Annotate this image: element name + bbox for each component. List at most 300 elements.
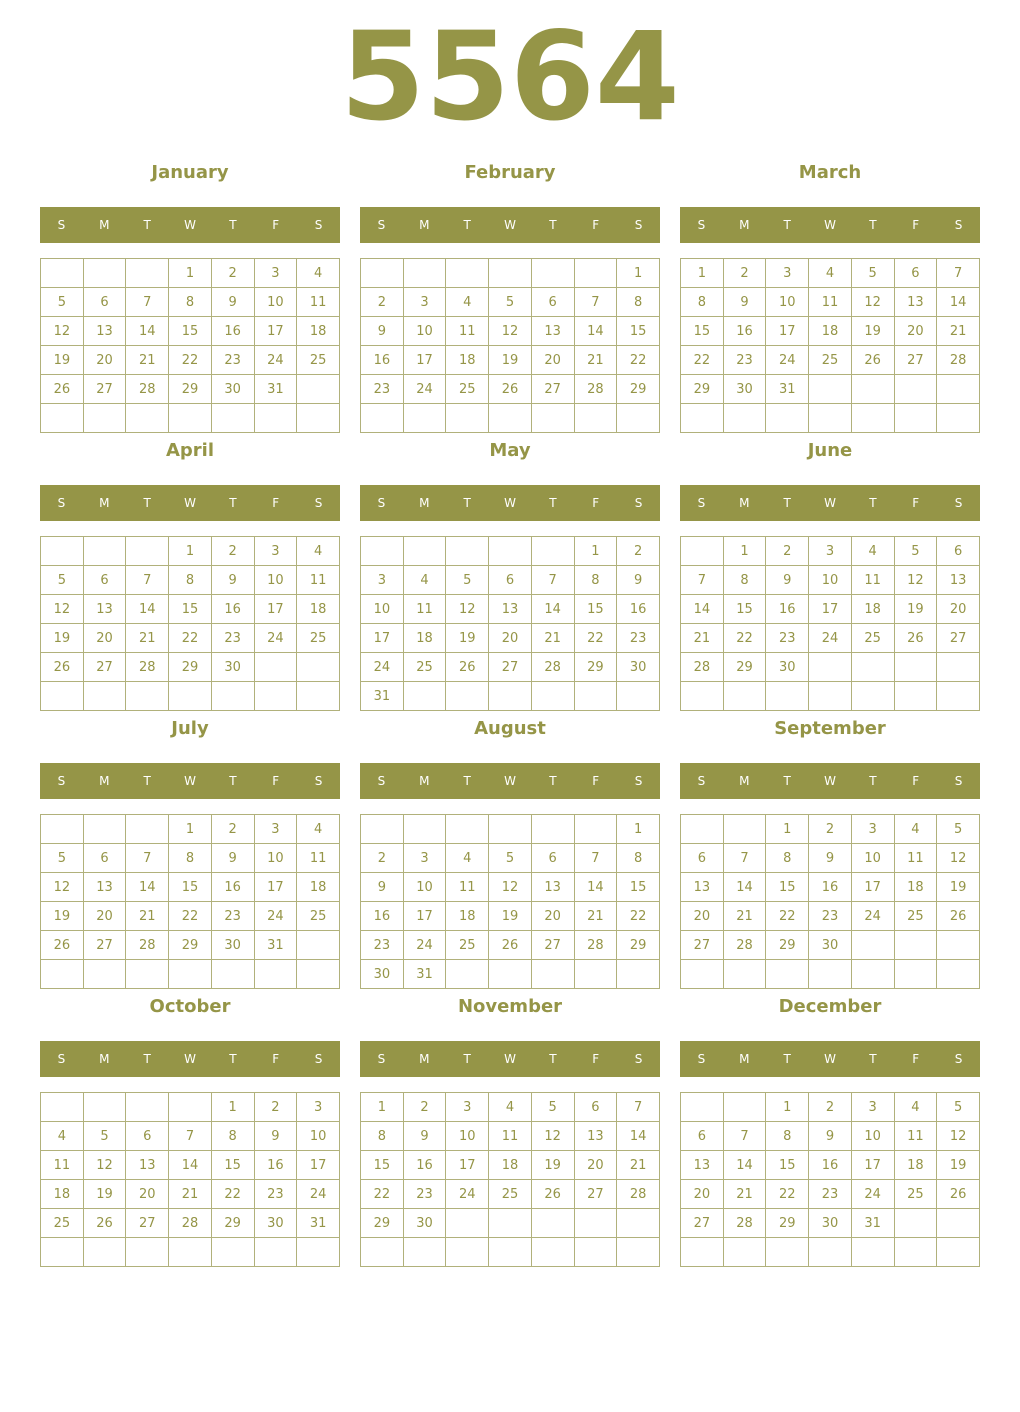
- day-cell: [41, 682, 84, 711]
- day-cell: [766, 1238, 809, 1267]
- day-cell: 27: [126, 1209, 169, 1238]
- day-cell: [169, 1093, 212, 1122]
- day-cell: [41, 404, 84, 433]
- weekday-label: F: [272, 218, 280, 232]
- day-cell: 23: [809, 1180, 852, 1209]
- week-row: [361, 1151, 660, 1180]
- day-cell: [83, 682, 126, 711]
- day-cell: 21: [574, 346, 617, 375]
- day-cell: [574, 404, 617, 433]
- month-title: May: [489, 440, 531, 461]
- day-cell: 10: [446, 1122, 489, 1151]
- day-cell: [169, 682, 212, 711]
- day-cell: 15: [681, 317, 724, 346]
- week-row: [681, 288, 980, 317]
- weekday-label: F: [272, 496, 280, 510]
- day-cell: [851, 960, 894, 989]
- day-cell: 23: [254, 1180, 297, 1209]
- day-cell: [809, 960, 852, 989]
- day-cell: [681, 815, 724, 844]
- day-cell: 3: [254, 259, 297, 288]
- day-cell: [851, 682, 894, 711]
- day-cell: 3: [297, 1093, 340, 1122]
- day-cell: [297, 960, 340, 989]
- week-row: [361, 902, 660, 931]
- day-cell: 2: [766, 537, 809, 566]
- weekday-header: [360, 763, 660, 799]
- day-cell: 1: [681, 259, 724, 288]
- day-cell: 27: [83, 653, 126, 682]
- day-cell: 30: [809, 1209, 852, 1238]
- day-cell: 10: [254, 566, 297, 595]
- week-row: [361, 653, 660, 682]
- day-cell: 6: [681, 1122, 724, 1151]
- weekday-label: W: [504, 496, 516, 510]
- day-cell: 20: [937, 595, 980, 624]
- day-cell: 11: [403, 595, 446, 624]
- week-row: [361, 873, 660, 902]
- weekday-label: S: [954, 496, 963, 510]
- day-cell: 22: [766, 902, 809, 931]
- day-cell: 26: [894, 624, 937, 653]
- week-row: [361, 566, 660, 595]
- day-cell: [809, 653, 852, 682]
- weekday-label: T: [549, 496, 557, 510]
- day-cell: 13: [681, 873, 724, 902]
- day-cell: 8: [169, 288, 212, 317]
- day-cell: 26: [446, 653, 489, 682]
- day-cell: 19: [489, 346, 532, 375]
- weekday-label: M: [99, 218, 110, 232]
- week-row: [361, 682, 660, 711]
- day-cell: 19: [531, 1151, 574, 1180]
- day-cell: 11: [894, 844, 937, 873]
- day-cell: 25: [446, 375, 489, 404]
- day-cell: 4: [297, 537, 340, 566]
- day-cell: [126, 1238, 169, 1267]
- week-row: [681, 960, 980, 989]
- day-cell: 17: [297, 1151, 340, 1180]
- day-cell: 9: [809, 1122, 852, 1151]
- day-grid: [360, 814, 660, 989]
- day-cell: 2: [254, 1093, 297, 1122]
- week-row: [41, 682, 340, 711]
- weekday-label: F: [272, 1052, 280, 1066]
- day-cell: 18: [297, 595, 340, 624]
- weekday-label: M: [739, 218, 750, 232]
- day-cell: 13: [531, 873, 574, 902]
- day-cell: 2: [617, 537, 660, 566]
- day-cell: 23: [723, 346, 766, 375]
- day-cell: [617, 404, 660, 433]
- day-cell: 21: [574, 902, 617, 931]
- day-cell: 6: [894, 259, 937, 288]
- weekday-label: S: [377, 1052, 386, 1066]
- day-cell: 15: [617, 317, 660, 346]
- day-cell: 12: [937, 1122, 980, 1151]
- day-cell: 11: [489, 1122, 532, 1151]
- day-cell: 16: [723, 317, 766, 346]
- day-cell: [851, 1238, 894, 1267]
- day-cell: [531, 1238, 574, 1267]
- week-row: [681, 404, 980, 433]
- day-cell: 28: [574, 375, 617, 404]
- weekday-label: W: [824, 1052, 836, 1066]
- day-cell: 4: [297, 259, 340, 288]
- day-cell: [41, 815, 84, 844]
- day-cell: [531, 259, 574, 288]
- day-cell: 17: [809, 595, 852, 624]
- month-title: January: [151, 162, 229, 183]
- day-cell: 1: [211, 1093, 254, 1122]
- day-cell: [41, 960, 84, 989]
- day-cell: 9: [809, 844, 852, 873]
- day-cell: 6: [83, 288, 126, 317]
- day-cell: 9: [211, 844, 254, 873]
- day-cell: 26: [851, 346, 894, 375]
- day-cell: 8: [766, 1122, 809, 1151]
- day-cell: 24: [297, 1180, 340, 1209]
- day-cell: 29: [617, 375, 660, 404]
- day-cell: 24: [851, 1180, 894, 1209]
- day-cell: 1: [766, 1093, 809, 1122]
- day-cell: [403, 537, 446, 566]
- week-row: [41, 1238, 340, 1267]
- day-cell: 23: [403, 1180, 446, 1209]
- week-row: [361, 624, 660, 653]
- weekday-label: W: [184, 218, 196, 232]
- weekday-label: F: [592, 218, 600, 232]
- day-cell: [403, 1238, 446, 1267]
- day-cell: 22: [169, 624, 212, 653]
- day-cell: [894, 653, 937, 682]
- weekday-header: [40, 207, 340, 243]
- day-cell: 5: [851, 259, 894, 288]
- day-cell: [937, 404, 980, 433]
- day-cell: 25: [894, 1180, 937, 1209]
- day-cell: 18: [297, 873, 340, 902]
- weekday-label: F: [912, 218, 920, 232]
- day-cell: [681, 1238, 724, 1267]
- day-cell: [83, 259, 126, 288]
- day-cell: [211, 404, 254, 433]
- weekday-label: M: [739, 774, 750, 788]
- day-cell: 10: [254, 288, 297, 317]
- week-row: [41, 960, 340, 989]
- day-cell: [894, 1209, 937, 1238]
- day-cell: 17: [403, 346, 446, 375]
- weekday-label: S: [634, 774, 643, 788]
- day-cell: [403, 259, 446, 288]
- day-cell: [531, 960, 574, 989]
- day-cell: 7: [126, 844, 169, 873]
- day-cell: [446, 537, 489, 566]
- day-cell: 7: [126, 288, 169, 317]
- month-title: April: [165, 440, 215, 461]
- day-cell: 24: [809, 624, 852, 653]
- day-cell: 25: [894, 902, 937, 931]
- day-cell: [489, 259, 532, 288]
- day-grid: [680, 258, 980, 433]
- day-cell: 25: [41, 1209, 84, 1238]
- day-cell: 6: [574, 1093, 617, 1122]
- week-row: [681, 653, 980, 682]
- day-cell: [403, 815, 446, 844]
- day-cell: 19: [937, 1151, 980, 1180]
- day-cell: 5: [41, 566, 84, 595]
- weekday-header: [360, 485, 660, 521]
- day-cell: [297, 931, 340, 960]
- day-cell: 25: [809, 346, 852, 375]
- day-cell: 26: [531, 1180, 574, 1209]
- day-cell: 29: [574, 653, 617, 682]
- day-cell: 12: [41, 595, 84, 624]
- day-cell: [894, 931, 937, 960]
- day-cell: 24: [851, 902, 894, 931]
- day-cell: [766, 404, 809, 433]
- day-cell: 28: [126, 375, 169, 404]
- day-cell: 9: [723, 288, 766, 317]
- day-cell: [211, 682, 254, 711]
- day-cell: [851, 653, 894, 682]
- day-cell: [254, 404, 297, 433]
- weekday-label: S: [697, 1052, 706, 1066]
- day-cell: [681, 960, 724, 989]
- weekday-label: T: [549, 1052, 557, 1066]
- day-cell: 31: [254, 375, 297, 404]
- day-cell: [894, 682, 937, 711]
- week-row: [361, 960, 660, 989]
- day-cell: 22: [681, 346, 724, 375]
- day-cell: [297, 653, 340, 682]
- day-cell: 15: [169, 317, 212, 346]
- day-cell: 8: [574, 566, 617, 595]
- day-cell: 4: [851, 537, 894, 566]
- day-cell: [83, 537, 126, 566]
- day-cell: 9: [361, 317, 404, 346]
- day-cell: 8: [361, 1122, 404, 1151]
- weekday-label: M: [99, 1052, 110, 1066]
- day-cell: 13: [126, 1151, 169, 1180]
- day-cell: 13: [83, 317, 126, 346]
- day-cell: [41, 1238, 84, 1267]
- day-cell: 30: [211, 653, 254, 682]
- day-cell: 7: [574, 844, 617, 873]
- day-cell: [809, 682, 852, 711]
- day-cell: [489, 1238, 532, 1267]
- day-cell: [531, 537, 574, 566]
- week-row: [41, 873, 340, 902]
- day-cell: 9: [617, 566, 660, 595]
- day-cell: 21: [126, 624, 169, 653]
- day-cell: 16: [617, 595, 660, 624]
- day-cell: [531, 1209, 574, 1238]
- day-cell: 16: [361, 346, 404, 375]
- day-cell: 10: [403, 873, 446, 902]
- day-cell: 20: [489, 624, 532, 653]
- day-cell: 5: [41, 844, 84, 873]
- week-row: [681, 931, 980, 960]
- weekday-label: M: [99, 774, 110, 788]
- weekday-label: T: [783, 1052, 791, 1066]
- day-cell: [894, 404, 937, 433]
- weekday-label: T: [143, 1052, 151, 1066]
- day-cell: 9: [403, 1122, 446, 1151]
- week-row: [361, 317, 660, 346]
- day-cell: 3: [403, 844, 446, 873]
- week-row: [41, 346, 340, 375]
- day-cell: 21: [126, 902, 169, 931]
- day-cell: 17: [766, 317, 809, 346]
- day-cell: [681, 537, 724, 566]
- day-cell: [254, 682, 297, 711]
- day-cell: 1: [617, 815, 660, 844]
- day-cell: 25: [851, 624, 894, 653]
- day-cell: [809, 375, 852, 404]
- week-row: [681, 1238, 980, 1267]
- day-cell: [574, 682, 617, 711]
- day-cell: [851, 375, 894, 404]
- day-cell: 3: [446, 1093, 489, 1122]
- day-grid: [680, 536, 980, 711]
- weekday-label: W: [504, 218, 516, 232]
- day-cell: 22: [169, 902, 212, 931]
- day-cell: 8: [766, 844, 809, 873]
- day-cell: 20: [83, 346, 126, 375]
- day-cell: 16: [766, 595, 809, 624]
- weekday-label: T: [869, 774, 877, 788]
- day-cell: 11: [894, 1122, 937, 1151]
- day-cell: 19: [41, 346, 84, 375]
- day-cell: 5: [489, 288, 532, 317]
- weekday-label: W: [504, 1052, 516, 1066]
- day-cell: 28: [126, 931, 169, 960]
- day-cell: 17: [851, 1151, 894, 1180]
- day-cell: 6: [489, 566, 532, 595]
- weekday-label: S: [954, 1052, 963, 1066]
- day-cell: 10: [361, 595, 404, 624]
- day-cell: 3: [851, 815, 894, 844]
- day-cell: 18: [403, 624, 446, 653]
- day-cell: [126, 682, 169, 711]
- day-cell: 8: [169, 844, 212, 873]
- day-cell: [446, 404, 489, 433]
- day-cell: 1: [723, 537, 766, 566]
- day-cell: 28: [681, 653, 724, 682]
- day-cell: [489, 404, 532, 433]
- day-cell: 7: [723, 1122, 766, 1151]
- day-cell: [937, 931, 980, 960]
- day-cell: 20: [531, 902, 574, 931]
- day-cell: [766, 960, 809, 989]
- day-cell: 12: [83, 1151, 126, 1180]
- week-row: [361, 404, 660, 433]
- week-row: [41, 288, 340, 317]
- weekday-label: T: [463, 774, 471, 788]
- weekday-label: M: [739, 496, 750, 510]
- week-row: [361, 815, 660, 844]
- day-cell: 4: [403, 566, 446, 595]
- day-cell: 2: [211, 259, 254, 288]
- day-cell: [937, 960, 980, 989]
- day-cell: [297, 682, 340, 711]
- day-cell: 8: [169, 566, 212, 595]
- day-cell: 31: [361, 682, 404, 711]
- day-cell: [531, 404, 574, 433]
- day-cell: 12: [489, 873, 532, 902]
- day-cell: [83, 1238, 126, 1267]
- day-cell: [446, 960, 489, 989]
- day-cell: 25: [297, 346, 340, 375]
- day-cell: [403, 682, 446, 711]
- day-cell: 13: [574, 1122, 617, 1151]
- day-cell: 8: [617, 288, 660, 317]
- day-cell: 25: [403, 653, 446, 682]
- weekday-header: [680, 207, 980, 243]
- weekday-label: S: [377, 218, 386, 232]
- day-cell: 1: [574, 537, 617, 566]
- day-cell: 14: [531, 595, 574, 624]
- month-title: August: [474, 718, 546, 739]
- week-row: [361, 931, 660, 960]
- day-cell: [937, 1238, 980, 1267]
- day-cell: 20: [894, 317, 937, 346]
- day-cell: 14: [937, 288, 980, 317]
- day-cell: 20: [126, 1180, 169, 1209]
- day-cell: 15: [723, 595, 766, 624]
- day-grid: [360, 1092, 660, 1267]
- day-cell: 21: [617, 1151, 660, 1180]
- day-cell: 12: [531, 1122, 574, 1151]
- day-cell: 30: [723, 375, 766, 404]
- day-cell: 13: [83, 595, 126, 624]
- week-row: [41, 653, 340, 682]
- day-cell: 24: [446, 1180, 489, 1209]
- day-cell: [617, 682, 660, 711]
- day-cell: 29: [169, 931, 212, 960]
- week-row: [41, 931, 340, 960]
- day-cell: 26: [937, 1180, 980, 1209]
- weekday-label: W: [824, 218, 836, 232]
- day-cell: 22: [617, 346, 660, 375]
- week-row: [41, 595, 340, 624]
- month-title: October: [149, 996, 231, 1017]
- day-cell: 6: [937, 537, 980, 566]
- day-cell: 6: [681, 844, 724, 873]
- day-cell: [126, 960, 169, 989]
- week-row: [681, 566, 980, 595]
- day-cell: 31: [403, 960, 446, 989]
- day-cell: [489, 815, 532, 844]
- day-cell: 19: [489, 902, 532, 931]
- day-cell: 18: [446, 346, 489, 375]
- week-row: [41, 815, 340, 844]
- day-cell: [489, 537, 532, 566]
- day-cell: 17: [361, 624, 404, 653]
- day-cell: 24: [254, 902, 297, 931]
- day-cell: 14: [126, 873, 169, 902]
- weekday-label: S: [377, 774, 386, 788]
- day-cell: 28: [531, 653, 574, 682]
- day-cell: [723, 815, 766, 844]
- day-cell: 1: [169, 259, 212, 288]
- day-cell: 10: [297, 1122, 340, 1151]
- day-cell: 31: [766, 375, 809, 404]
- day-cell: 4: [489, 1093, 532, 1122]
- day-cell: 26: [83, 1209, 126, 1238]
- week-row: [41, 1209, 340, 1238]
- weekday-label: S: [697, 218, 706, 232]
